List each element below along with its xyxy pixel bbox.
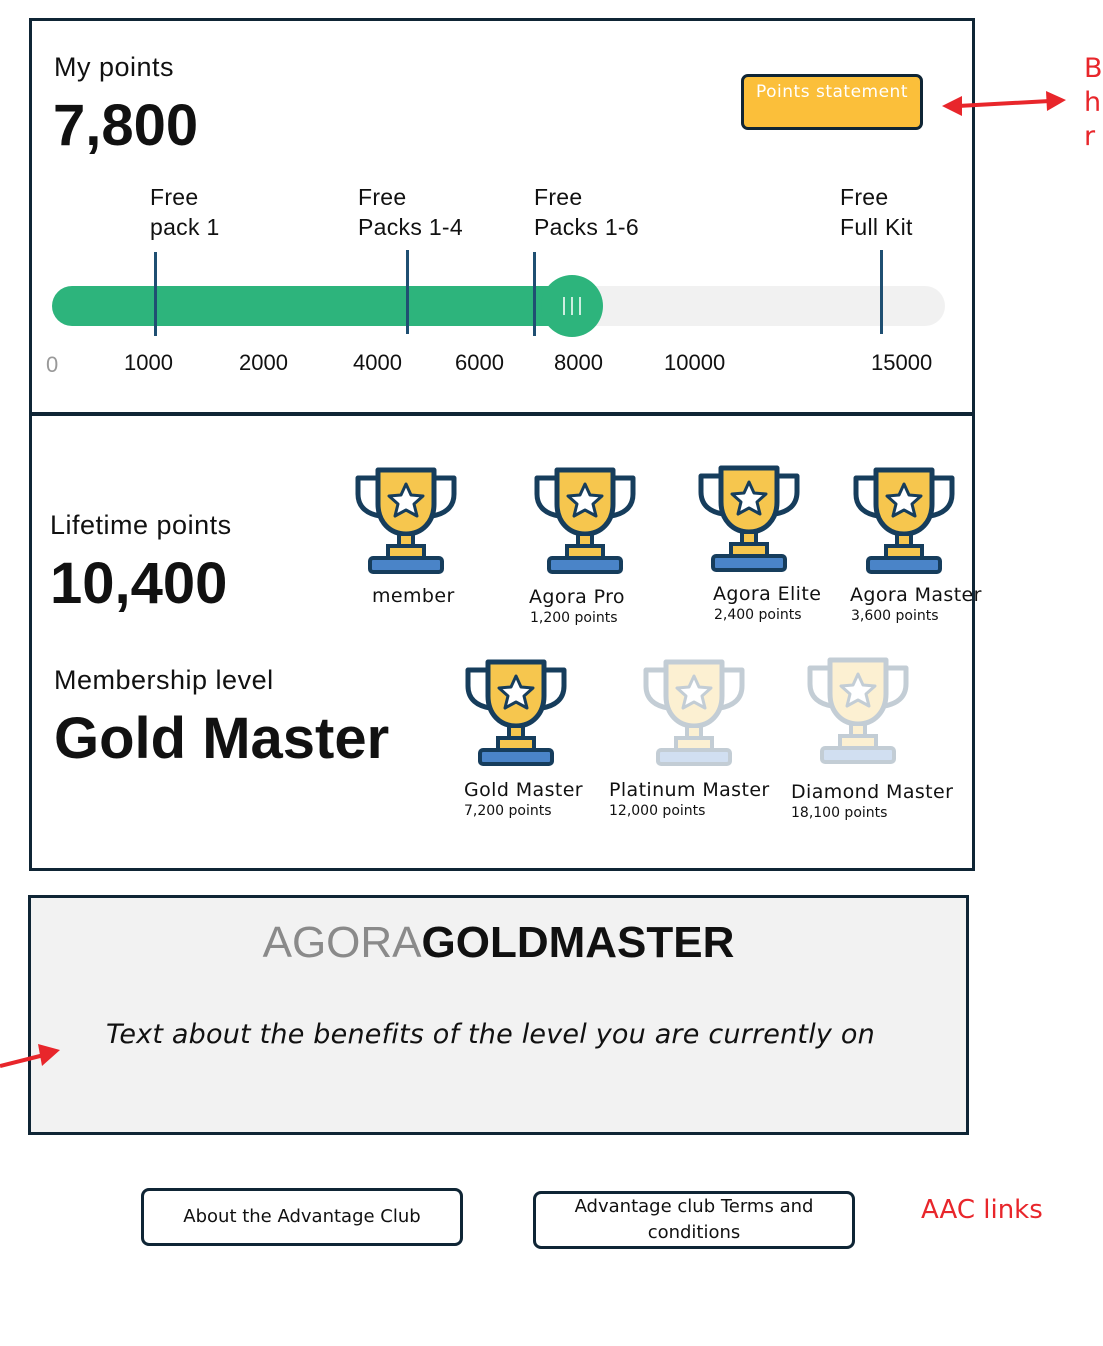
aac-links-annotation: AAC links [921, 1195, 1043, 1225]
annot-letter: h [1084, 87, 1102, 118]
trophy-agora-pro-icon [529, 464, 641, 576]
trophy-diamond-master-icon [802, 654, 914, 766]
side-annotation-text [1084, 52, 1103, 154]
milestone-free-packs-1-6 [534, 182, 639, 242]
level-points: 1,200 points [530, 610, 618, 626]
milestone-free-full-kit [840, 182, 913, 242]
milestone-line1: Free [840, 184, 889, 210]
scale-label: 15000 [871, 350, 933, 375]
annot-letter: r [1084, 121, 1096, 152]
trophy-agora-master-icon [848, 464, 960, 576]
milestone-line1: Free [358, 184, 407, 210]
about-advantage-club-button[interactable]: About the Advantage Club [141, 1188, 463, 1246]
scale-label: 4000 [353, 350, 402, 375]
arrow-icon [0, 1038, 64, 1074]
grip-line [563, 297, 565, 315]
level-points: 12,000 points [609, 803, 706, 819]
benefits-text: Text about the benefits of the level you are currently on [106, 1019, 875, 1050]
trophy-gold-master-icon [460, 656, 572, 768]
trophy-platinum-master-icon [638, 656, 750, 768]
lifetime-points-value: 10,400 [50, 551, 228, 616]
milestone-line1: Free [534, 184, 583, 210]
double-arrow-icon [940, 88, 1070, 122]
milestone-line2: Full Kit [840, 214, 913, 240]
scale-label: 1000 [124, 350, 173, 375]
level-name: Agora Pro [529, 586, 625, 608]
lifetime-points-label: Lifetime points [50, 510, 232, 540]
terms-and-conditions-button[interactable]: Advantage club Terms and conditions [533, 1191, 855, 1249]
grip-line [579, 297, 581, 315]
points-progress-handle[interactable] [541, 275, 603, 337]
benefits-title-level: GOLDMASTER [421, 918, 735, 967]
level-name: Diamond Master [791, 781, 954, 803]
milestone-line2: pack 1 [150, 214, 220, 240]
scale-label: 6000 [455, 350, 504, 375]
scale-label: 10000 [664, 350, 726, 375]
milestone-marker [533, 252, 536, 336]
level-name: Agora Master [850, 584, 982, 606]
milestone-free-packs-1-4 [358, 182, 463, 242]
level-points: 3,600 points [851, 608, 939, 624]
level-points: 7,200 points [464, 803, 552, 819]
grip-line [571, 297, 573, 315]
milestone-free-pack-1 [150, 182, 220, 242]
annot-letter: B [1084, 53, 1103, 84]
trophy-member-icon [350, 464, 462, 576]
milestone-line1: Free [150, 184, 199, 210]
membership-level-label: Membership level [54, 665, 274, 695]
scale-label: 8000 [554, 350, 603, 375]
scale-label: 2000 [239, 350, 288, 375]
milestone-line2: Packs 1-4 [358, 214, 463, 240]
points-statement-button[interactable]: Points statement [741, 74, 923, 130]
level-points: 18,100 points [791, 805, 888, 821]
level-name: Gold Master [464, 779, 584, 801]
level-points: 2,400 points [714, 607, 802, 623]
milestone-marker [154, 252, 157, 336]
benefits-title [28, 918, 969, 968]
my-points-label: My points [54, 52, 175, 82]
trophy-agora-elite-icon [693, 462, 805, 574]
level-name: member [372, 585, 455, 607]
points-progress-fill [52, 286, 572, 326]
level-name: Platinum Master [609, 779, 770, 801]
milestone-line2: Packs 1-6 [534, 214, 639, 240]
scale-label: 0 [46, 352, 59, 377]
milestone-marker [880, 250, 883, 334]
my-points-value: 7,800 [53, 93, 199, 158]
milestone-marker [406, 250, 409, 334]
membership-level-value: Gold Master [54, 706, 390, 771]
benefits-title-brand: AGORA [262, 918, 422, 967]
level-name: Agora Elite [713, 583, 822, 605]
